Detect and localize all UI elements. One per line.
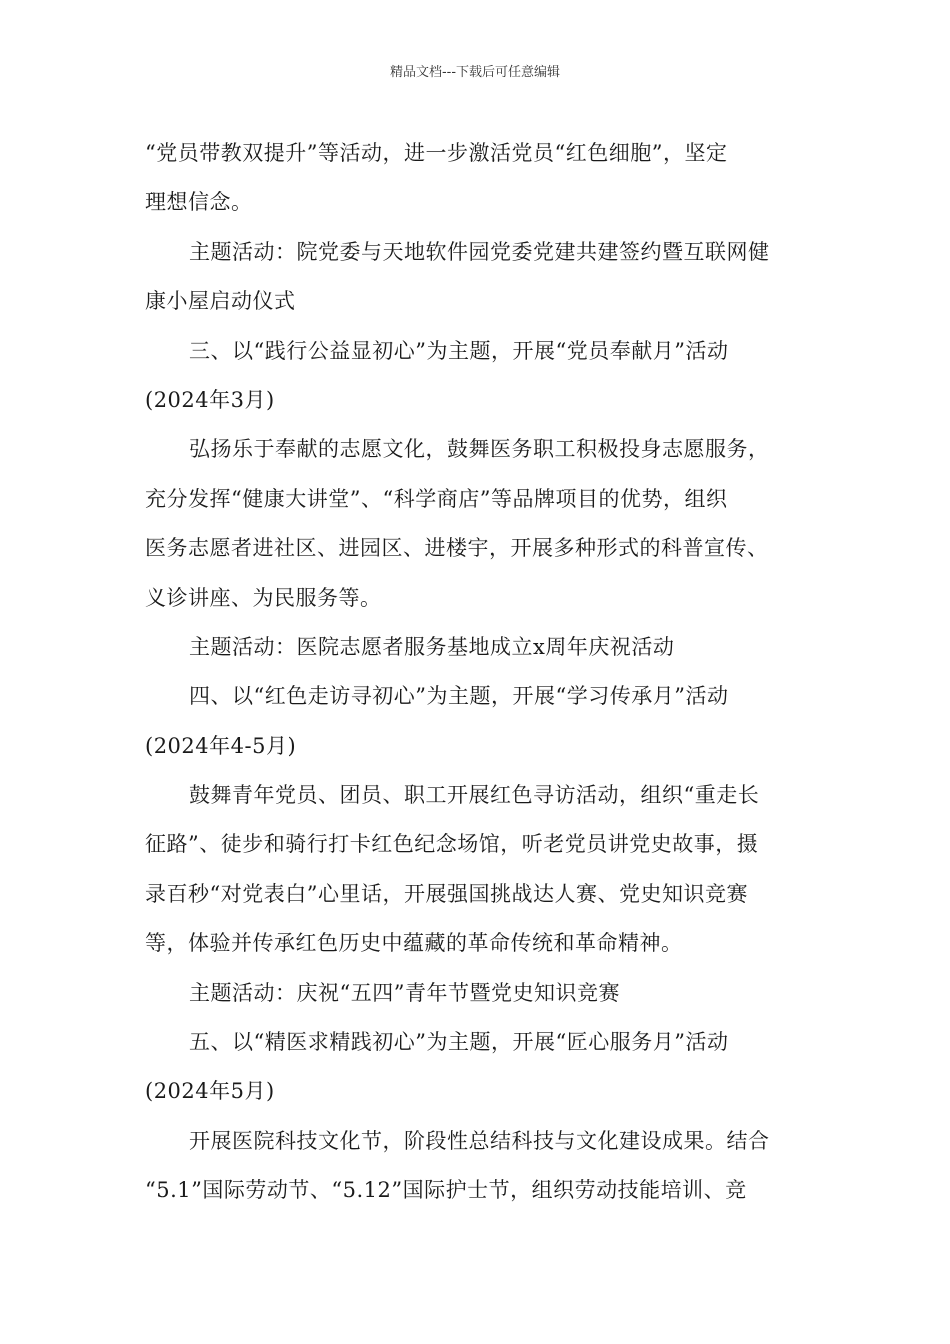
text-line: “党员带教双提升”等活动，进一步激活党员“红色细胞”，坚定 (145, 141, 728, 165)
text-line: 征路”、徒步和骑行打卡红色纪念场馆，听老党员讲党史故事，摄 (145, 832, 759, 857)
section-date: (2024年5月) (145, 1079, 275, 1104)
text-line: 弘扬乐于奉献的志愿文化，鼓舞医务职工积极投身志愿服务， (189, 437, 770, 462)
text-line: 录百秒“对党表白”心里话，开展强国挑战达人赛、党史知识竞赛 (145, 881, 748, 906)
body-text (145, 129, 806, 1216)
text-line: 开展医院科技文化节，阶段性总结科技与文化建设成果。结合 (189, 1128, 770, 1153)
text-line: 等，体验并传承红色历史中蕴藏的革命传统和革命精神。 (145, 931, 683, 956)
text-line: 充分发挥“健康大讲堂”、“科学商店”等品牌项目的优势，组织 (145, 486, 728, 511)
page-header: 精品文档---下载后可任意编辑 (389, 65, 561, 80)
text-line: 医务志愿者进社区、进园区、进楼宇，开展多种形式的科普宣传、 (145, 536, 769, 561)
theme-activity-line: 主题活动：院党委与天地软件园党委党建共建签约暨互联网健 (189, 239, 770, 264)
text-line: 康小屋启动仪式 (145, 289, 296, 314)
theme-activity-line: 主题活动：庆祝“五四”青年节暨党史知识竞赛 (189, 980, 620, 1005)
text-line: 理想信念。 (145, 190, 253, 215)
section-heading-4: 四、以“红色走访寻初心”为主题，开展“学习传承月”活动 (189, 684, 729, 709)
section-heading-5: 五、以“精医求精践初心”为主题，开展“匠心服务月”活动 (189, 1030, 729, 1055)
section-date: (2024年4-5月) (145, 733, 297, 758)
text-line: 义诊讲座、为民服务等。 (145, 585, 382, 610)
section-date: (2024年3月) (145, 387, 275, 412)
text-line: “5.1”国际劳动节、“5.12”国际护士节，组织劳动技能培训、竞 (145, 1178, 747, 1203)
text-line: 鼓舞青年党员、团员、职工开展红色寻访活动，组织“重走长 (189, 783, 760, 808)
section-heading-3: 三、以“践行公益显初心”为主题，开展“党员奉献月”活动 (189, 338, 729, 363)
theme-activity-line: 主题活动：医院志愿者服务基地成立x周年庆祝活动 (189, 634, 675, 659)
